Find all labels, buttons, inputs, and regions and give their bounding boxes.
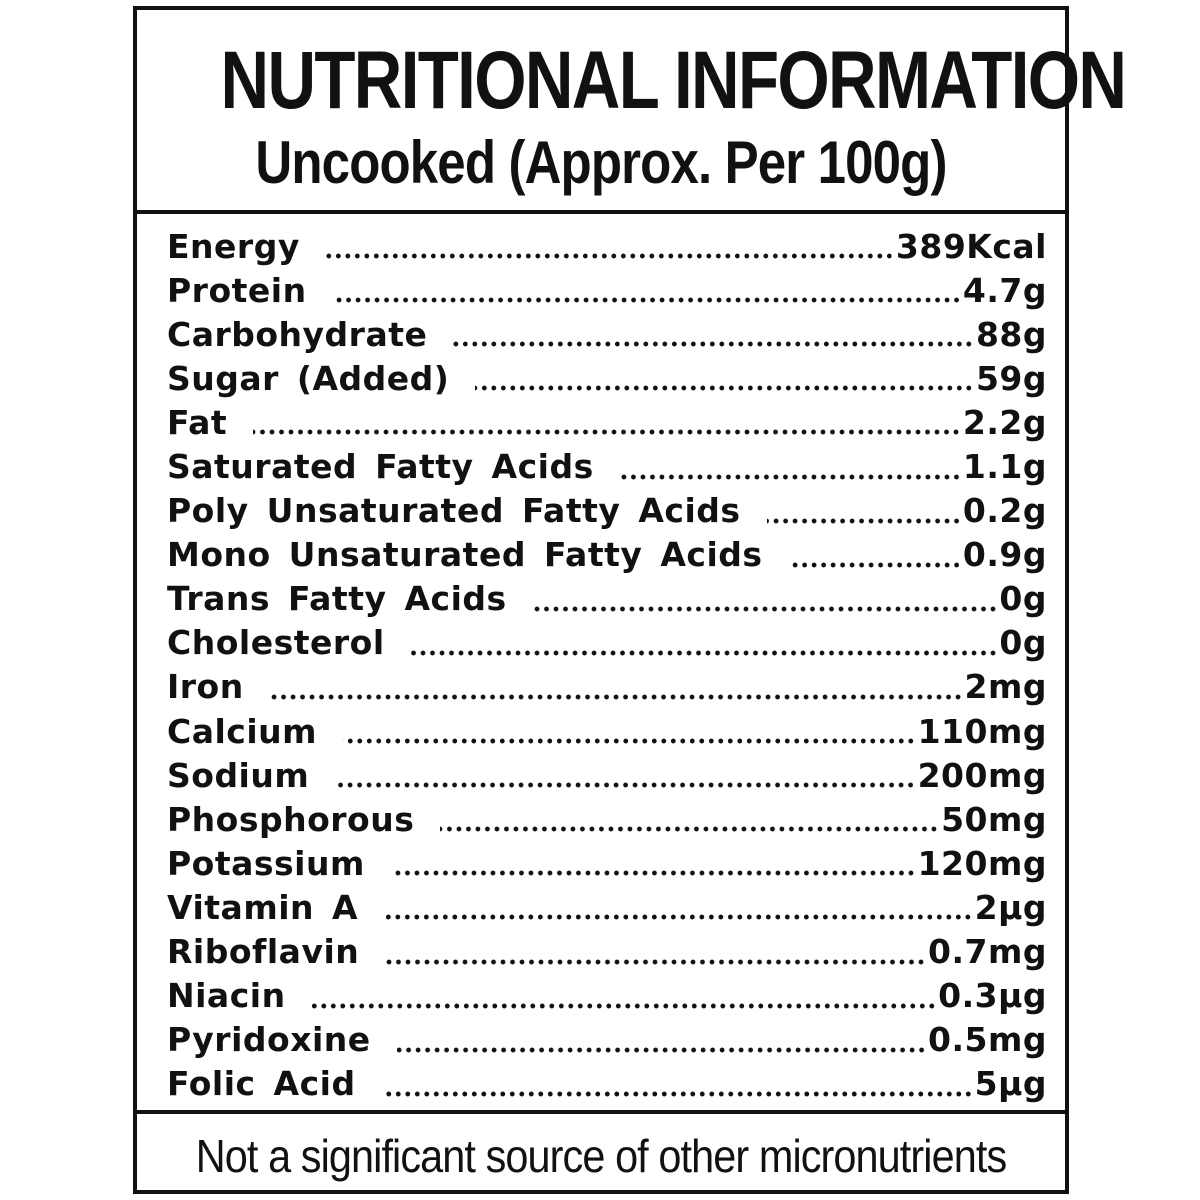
dot-leader — [391, 870, 916, 876]
nutrient-value: 2mg — [964, 667, 1047, 707]
nutrient-row — [167, 1018, 1047, 1062]
nutrient-value: 110mg — [917, 711, 1047, 751]
nutrient-value: 88g — [975, 314, 1047, 354]
nutrient-row — [167, 533, 1047, 577]
nutrient-value: 389Kcal — [895, 226, 1047, 266]
dot-leader — [475, 385, 974, 391]
dot-leader — [384, 914, 973, 920]
nutrient-row — [167, 1062, 1047, 1106]
nutrient-row — [167, 621, 1047, 665]
nutrient-row — [167, 930, 1047, 974]
dot-leader — [382, 1091, 973, 1097]
label-title: NUTRITIONAL INFORMATION — [220, 35, 1126, 126]
nutrient-name: Mono Unsaturated Fatty Acids — [167, 535, 763, 575]
dot-leader — [789, 562, 961, 568]
nutrient-value: 50mg — [941, 799, 1047, 839]
nutrient-value: 0g — [999, 579, 1047, 619]
nutrient-name: Niacin — [167, 976, 286, 1016]
nutrient-name: Phosphorous — [167, 799, 415, 839]
nutrient-value: 0.2g — [962, 491, 1047, 531]
nutrient-value: 0g — [999, 623, 1047, 663]
nutrient-name: Fat — [167, 402, 228, 442]
nutrient-value: 0.7mg — [928, 932, 1047, 972]
nutrient-name: Iron — [167, 667, 244, 707]
nutrient-value: 200mg — [917, 755, 1047, 795]
nutrient-value: 2µg — [974, 887, 1047, 927]
nutrient-row — [167, 356, 1047, 400]
nutrient-row — [167, 312, 1047, 356]
nutrient-name: Folic Acid — [167, 1064, 356, 1104]
nutrient-value: 5µg — [974, 1064, 1047, 1104]
nutrient-name: Poly Unsaturated Fatty Acids — [167, 491, 741, 531]
nutrient-value: 4.7g — [962, 270, 1047, 310]
dot-leader — [385, 959, 926, 965]
nutrient-name: Vitamin A — [167, 887, 359, 927]
dot-leader — [453, 341, 974, 347]
dot-leader — [333, 297, 961, 303]
dot-leader — [343, 738, 916, 744]
nutrient-name: Trans Fatty Acids — [167, 579, 507, 619]
nutrient-value: 2.2g — [962, 402, 1047, 442]
dot-leader — [270, 694, 963, 700]
nutrient-row — [167, 665, 1047, 709]
dot-leader — [411, 650, 998, 656]
nutrient-name: Sodium — [167, 755, 310, 795]
nutrient-value: 0.3µg — [938, 976, 1047, 1016]
dot-leader — [326, 253, 894, 259]
nutrient-row — [167, 797, 1047, 841]
dot-leader — [335, 782, 915, 788]
nutrient-name: Sugar (Added) — [167, 358, 450, 398]
nutrient-name: Calcium — [167, 711, 318, 751]
nutrient-name: Pyridoxine — [167, 1020, 371, 1060]
nutrient-row — [167, 709, 1047, 753]
nutrient-value: 59g — [975, 358, 1047, 398]
nutrient-row — [167, 400, 1047, 444]
nutrient-value: 120mg — [917, 843, 1047, 883]
nutrient-row — [167, 444, 1047, 488]
nutrient-name: Protein — [167, 270, 307, 310]
dot-leader — [620, 474, 961, 480]
dot-leader — [533, 606, 998, 612]
nutrient-name: Saturated Fatty Acids — [167, 447, 594, 487]
footer-note: Not a significant source of other micronutrients — [195, 1130, 1007, 1182]
nutrient-row — [167, 841, 1047, 885]
label-subtitle: Uncooked (Approx. Per 100g) — [255, 129, 947, 196]
nutrient-row — [167, 885, 1047, 929]
label-header — [137, 10, 1126, 214]
nutrient-name: Cholesterol — [167, 623, 385, 663]
nutrition-label — [133, 6, 1126, 1194]
dot-leader — [440, 826, 939, 832]
dot-leader — [253, 429, 961, 435]
nutrient-row — [167, 224, 1047, 268]
nutrient-value: 0.5mg — [928, 1020, 1047, 1060]
nutrient-row — [167, 753, 1047, 797]
nutrient-row — [167, 974, 1047, 1018]
nutrient-row — [167, 489, 1047, 533]
nutrient-name: Energy — [167, 226, 300, 266]
nutrient-row — [167, 577, 1047, 621]
nutrient-row — [167, 268, 1047, 312]
nutrient-name: Riboflavin — [167, 932, 360, 972]
nutrient-value: 0.9g — [962, 535, 1047, 575]
dot-leader — [767, 518, 961, 524]
dot-leader — [397, 1047, 926, 1053]
label-footer — [137, 1110, 1065, 1194]
nutrient-name: Potassium — [167, 843, 365, 883]
nutrient-list — [167, 224, 1047, 1106]
nutrient-value: 1.1g — [962, 447, 1047, 487]
dot-leader — [312, 1003, 937, 1009]
nutrient-name: Carbohydrate — [167, 314, 428, 354]
